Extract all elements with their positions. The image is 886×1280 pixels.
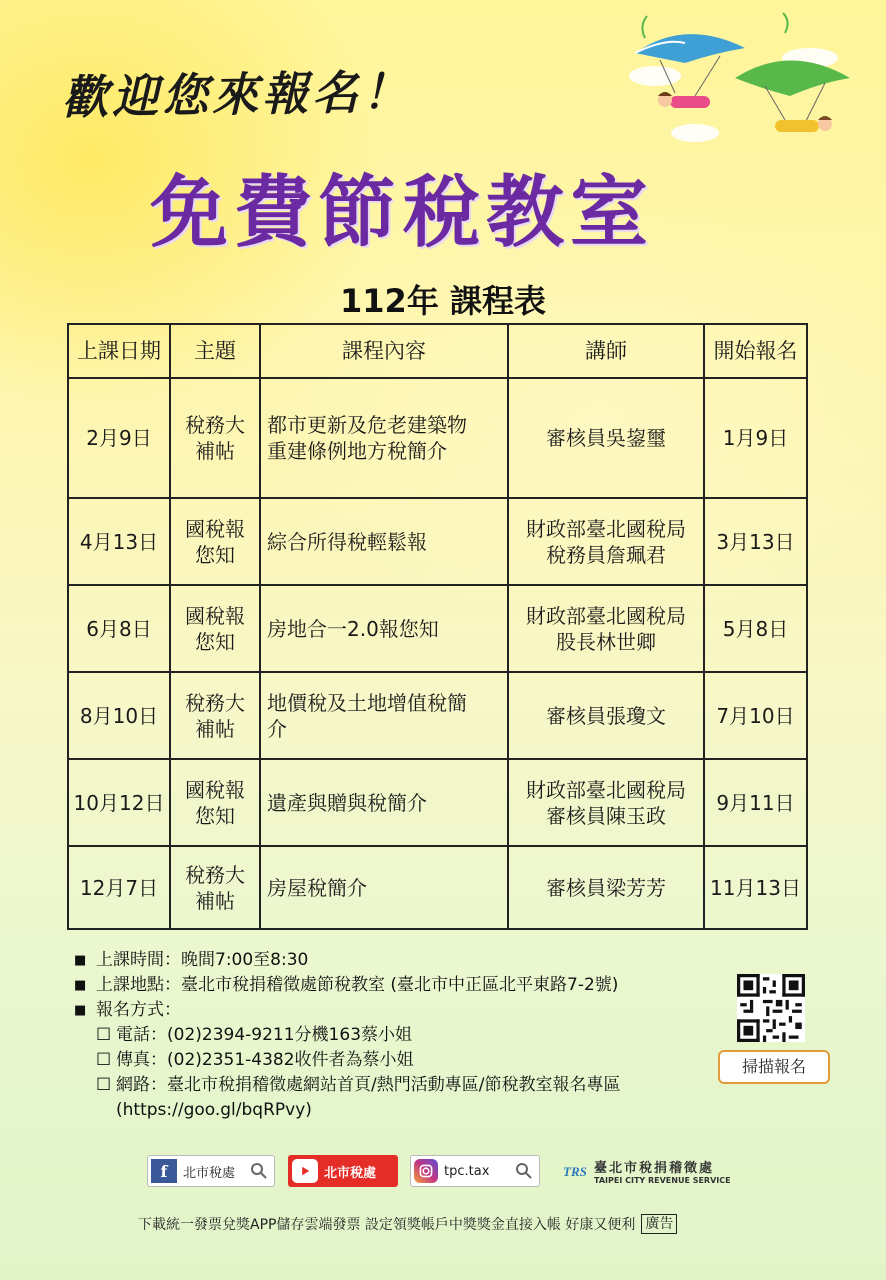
cell-signup: 11月13日 <box>704 846 807 929</box>
place-text: 上課地點：臺北市稅捐稽徵處節稅教室 (臺北市中正區北平東路7-2號) <box>96 975 619 995</box>
checkbox-icon: ☐ <box>96 1050 112 1070</box>
schedule-title: 112年 課程表 <box>340 282 546 320</box>
col-header-content: 課程內容 <box>260 324 508 378</box>
phone-text: 電話：(02)2394-9211分機163蔡小姐 <box>116 1025 413 1045</box>
method-web <box>74 1073 714 1098</box>
facebook-icon: f <box>151 1159 177 1183</box>
footer-notice <box>138 1214 778 1234</box>
cell-lecturer <box>508 378 704 498</box>
search-icon <box>515 1162 533 1180</box>
welcome-heading: 歡迎您來報名！ <box>61 64 413 125</box>
topic-line: 您知 <box>195 629 235 654</box>
lecturer-line: 審核員陳玉政 <box>546 803 666 828</box>
cell-topic <box>170 585 260 672</box>
cell-content <box>260 585 508 672</box>
search-icon <box>250 1162 268 1180</box>
content-line: 重建條例地方稅簡介 <box>267 439 447 463</box>
flying-kids-illustration <box>625 8 865 158</box>
cell-date: 10月12日 <box>68 759 170 846</box>
cell-content <box>260 498 508 585</box>
agency-logo <box>562 1156 762 1186</box>
cell-content <box>260 378 508 498</box>
lecturer-line: 審核員梁芳芳 <box>546 875 666 900</box>
content-line: 都市更新及危老建築物 <box>267 413 467 437</box>
facebook-link[interactable] <box>147 1155 275 1187</box>
topic-line: 稅務大 <box>185 413 245 437</box>
youtube-link[interactable] <box>288 1155 398 1187</box>
bullet-icon: ■ <box>74 953 87 968</box>
lecturer-line: 審核員張瓊文 <box>546 703 666 728</box>
web-text: 網路：臺北市稅捐稽徵處網站首頁/熱門活動專區/節稅教室報名專區 <box>116 1075 621 1095</box>
method-text: 報名方式： <box>96 1000 181 1020</box>
agency-emblem-text: TRS <box>563 1164 587 1179</box>
method-fax <box>74 1048 714 1073</box>
checkbox-icon: ☐ <box>96 1025 112 1045</box>
table-row <box>68 846 807 929</box>
topic-line: 您知 <box>195 542 235 567</box>
agency-emblem-icon <box>562 1159 590 1183</box>
cell-content <box>260 672 508 759</box>
instagram-label: tpc.tax <box>444 1163 490 1179</box>
content-line: 介 <box>267 716 287 741</box>
info-time <box>74 948 714 973</box>
cell-lecturer <box>508 585 704 672</box>
lecturer-line: 稅務員詹珮君 <box>546 542 666 567</box>
cell-lecturer <box>508 498 704 585</box>
lecturer-line: 財政部臺北國稅局 <box>526 516 686 541</box>
cell-signup: 5月8日 <box>704 585 807 672</box>
cell-date: 2月9日 <box>68 378 170 498</box>
cell-lecturer <box>508 846 704 929</box>
lecturer-line: 財政部臺北國稅局 <box>526 603 686 628</box>
cell-topic <box>170 846 260 929</box>
topic-line: 國稅報 <box>185 516 245 541</box>
col-header-date: 上課日期 <box>68 324 170 378</box>
lecturer-line: 股長林世卿 <box>556 629 656 654</box>
page-title: 免費節稅教室 <box>150 168 655 258</box>
lecturer-line: 財政部臺北國稅局 <box>526 777 686 802</box>
bullet-icon: ■ <box>74 978 87 993</box>
table-row <box>68 585 807 672</box>
cell-date: 8月10日 <box>68 672 170 759</box>
ad-badge: 廣告 <box>641 1214 677 1234</box>
method-url <box>74 1098 714 1123</box>
signup-url[interactable]: (https://goo.gl/bqRPvy) <box>116 1100 312 1120</box>
info-place <box>74 973 714 998</box>
scan-signup-button[interactable]: 掃描報名 <box>718 1050 830 1084</box>
cell-signup: 9月11日 <box>704 759 807 846</box>
content-line: 遺產與贈與稅簡介 <box>267 790 427 815</box>
content-line: 地價稅及土地增值稅簡 <box>267 690 467 715</box>
topic-line: 稅務大 <box>185 690 245 715</box>
cell-lecturer <box>508 759 704 846</box>
cell-date: 12月7日 <box>68 846 170 929</box>
content-line: 房屋稅簡介 <box>267 875 367 900</box>
lecturer-line: 審核員吳鋆璽 <box>546 426 666 450</box>
table-row <box>68 672 807 759</box>
topic-line: 補帖 <box>195 439 235 463</box>
checkbox-icon: ☐ <box>96 1075 112 1095</box>
bullet-icon: ■ <box>74 1003 87 1018</box>
cell-date: 4月13日 <box>68 498 170 585</box>
facebook-label: 北市稅處 <box>183 1165 236 1181</box>
time-text: 上課時間：晚間7:00至8:30 <box>96 950 309 970</box>
table-row <box>68 378 807 498</box>
col-header-topic: 主題 <box>170 324 260 378</box>
youtube-play-icon <box>292 1159 318 1183</box>
topic-line: 補帖 <box>195 888 235 913</box>
content-line: 綜合所得稅輕鬆報 <box>267 529 427 554</box>
content-line: 房地合一2.0報您知 <box>267 616 439 641</box>
table-row <box>68 498 807 585</box>
cell-topic <box>170 759 260 846</box>
table-row <box>68 759 807 846</box>
method-phone <box>74 1023 714 1048</box>
instagram-link[interactable] <box>410 1155 540 1187</box>
cell-content <box>260 846 508 929</box>
col-header-signup: 開始報名 <box>704 324 807 378</box>
agency-name-en: TAIPEI CITY REVENUE SERVICE <box>594 1176 731 1185</box>
cell-signup: 3月13日 <box>704 498 807 585</box>
info-section <box>74 948 714 1123</box>
qr-code[interactable] <box>737 974 805 1042</box>
cell-topic <box>170 378 260 498</box>
fax-text: 傳真：(02)2351-4382收件者為蔡小姐 <box>116 1050 414 1070</box>
topic-line: 您知 <box>195 803 235 828</box>
col-header-lecturer: 講師 <box>508 324 704 378</box>
schedule-table <box>67 323 808 930</box>
table-header-row <box>68 324 807 378</box>
cell-topic <box>170 498 260 585</box>
topic-line: 國稅報 <box>185 603 245 628</box>
instagram-icon <box>414 1159 438 1183</box>
cell-signup: 7月10日 <box>704 672 807 759</box>
cell-lecturer <box>508 672 704 759</box>
topic-line: 國稅報 <box>185 777 245 802</box>
topic-line: 稅務大 <box>185 862 245 887</box>
cell-topic <box>170 672 260 759</box>
info-method <box>74 998 714 1023</box>
cell-content <box>260 759 508 846</box>
cell-date: 6月8日 <box>68 585 170 672</box>
cell-signup: 1月9日 <box>704 378 807 498</box>
agency-name-zh: 臺北市稅捐稽徵處 <box>594 1161 715 1176</box>
footer-text: 下載統一發票兌獎APP儲存雲端發票 設定領獎帳戶中獎獎金直接入帳 好康又便利 <box>138 1217 636 1233</box>
topic-line: 補帖 <box>195 716 235 741</box>
youtube-label: 北市稅處 <box>324 1165 377 1181</box>
